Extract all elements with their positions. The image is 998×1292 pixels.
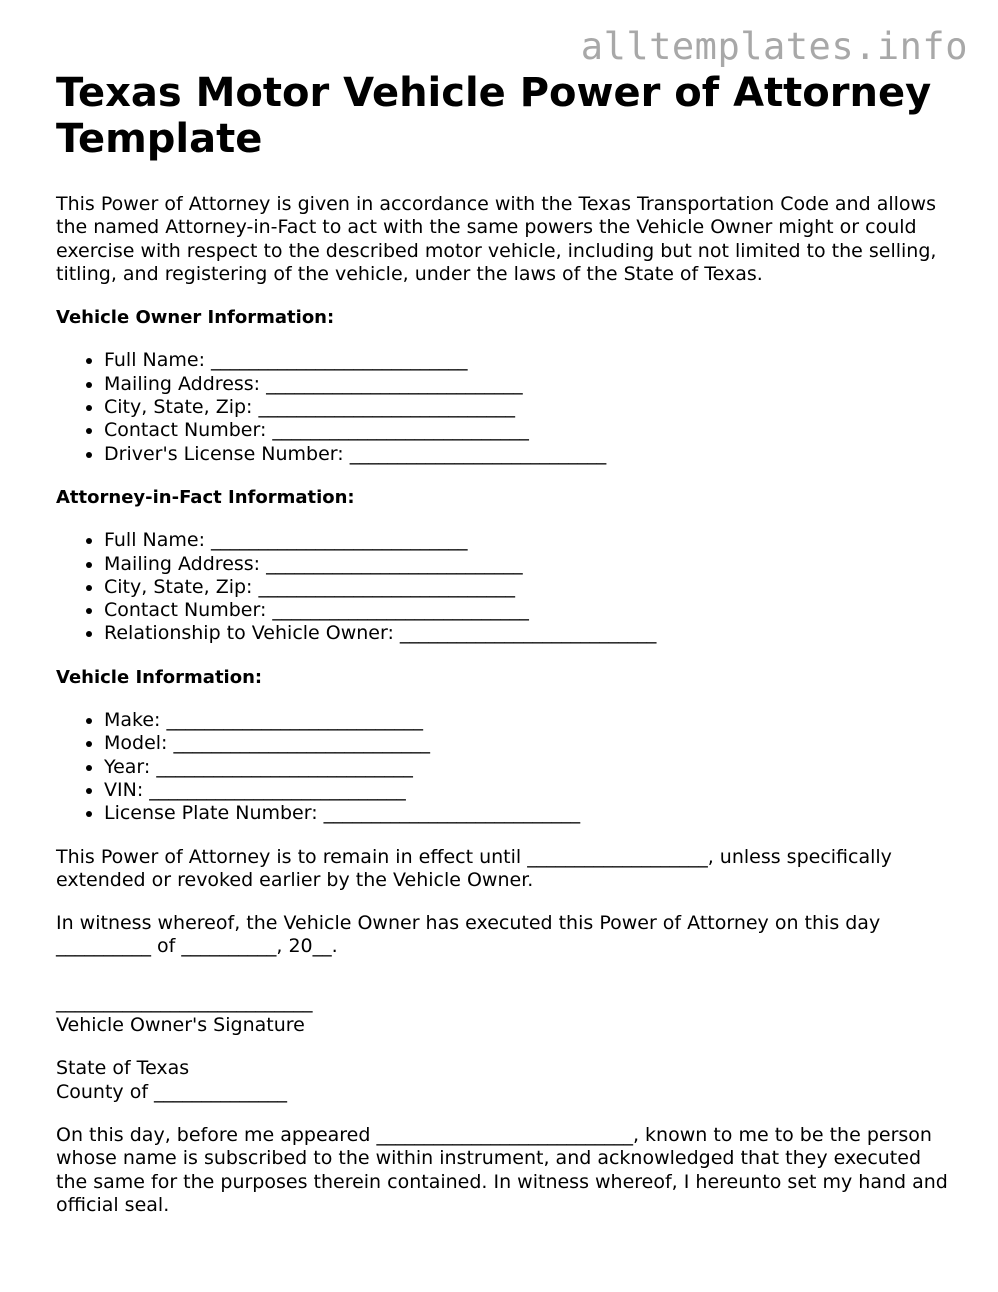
owner-contact-number-field: • Contact Number: ___________________________ [104,419,956,442]
owner-full-name-field: • Full Name: ___________________________ [104,349,956,372]
attorney-fields-list [56,529,956,645]
attorney-mailing-address-field: • Mailing Address: ___________________________ [104,553,956,576]
vehicle-model-field: • Model: ___________________________ [104,732,956,755]
attorney-section-heading: Attorney-in-Fact Information: [56,486,355,508]
vehicle-vin-field: • VIN: ___________________________ [104,779,956,802]
vehicle-fields-list [56,709,956,825]
attorney-relationship-field: • Relationship to Vehicle Owner: ___________________________ [104,622,956,645]
attorney-full-name-field: • Full Name: ___________________________ [104,529,956,552]
vehicle-year-field: • Year: ___________________________ [104,756,956,779]
owner-section-heading: Vehicle Owner Information: [56,307,335,329]
document-page [56,70,956,1217]
owner-city-state-zip-field: • City, State, Zip: ___________________________ [104,396,956,419]
owner-fields-list [56,349,956,465]
notary-county: County of ______________ [56,1080,288,1103]
notary-statement: On this day, before me appeared ___________________________, known to me to be the person whose name is subscribed to the within instrument, and acknowledged that they executed the same for the purposes therein contained. In witness whereof, I hereunto set my hand and official seal. [56,1123,948,1216]
signature-block [56,991,956,1038]
signature-line: ___________________________ [56,990,313,1013]
vehicle-make-field: • Make: ___________________________ [104,709,956,732]
attorney-contact-number-field: • Contact Number: ___________________________ [104,599,956,622]
vehicle-section-heading: Vehicle Information: [56,666,263,688]
vehicle-license-plate-field: • License Plate Number: ___________________________ [104,802,956,825]
intro-paragraph: This Power of Attorney is given in accordance with the Texas Transportation Code and allows the named Attorney-in-Fact to act with the same powers the Vehicle Owner might or could exercise with respect to the described motor vehicle, including but not limited to the selling, titling, and registering of the vehicle, under the laws of the State of Texas. [56,193,937,285]
attorney-city-state-zip-field: • City, State, Zip: ___________________________ [104,576,956,599]
signature-label: Vehicle Owner's Signature [56,1014,305,1037]
watermark: alltemplates.info [580,25,968,68]
effect-paragraph: This Power of Attorney is to remain in effect until ___________________, unless specifically extended or revoked earlier by the Vehicle Owner. [56,845,892,891]
owner-drivers-license-field: • Driver's License Number: ___________________________ [104,443,956,466]
witness-paragraph: In witness whereof, the Vehicle Owner has executed this Power of Attorney on this day __________ of __________, 20__. [56,912,881,958]
notary-venue [56,1057,956,1104]
document-title: Texas Motor Vehicle Power of Attorney Template [56,70,932,162]
owner-mailing-address-field: • Mailing Address: ___________________________ [104,373,956,396]
notary-state: State of Texas [56,1057,190,1080]
